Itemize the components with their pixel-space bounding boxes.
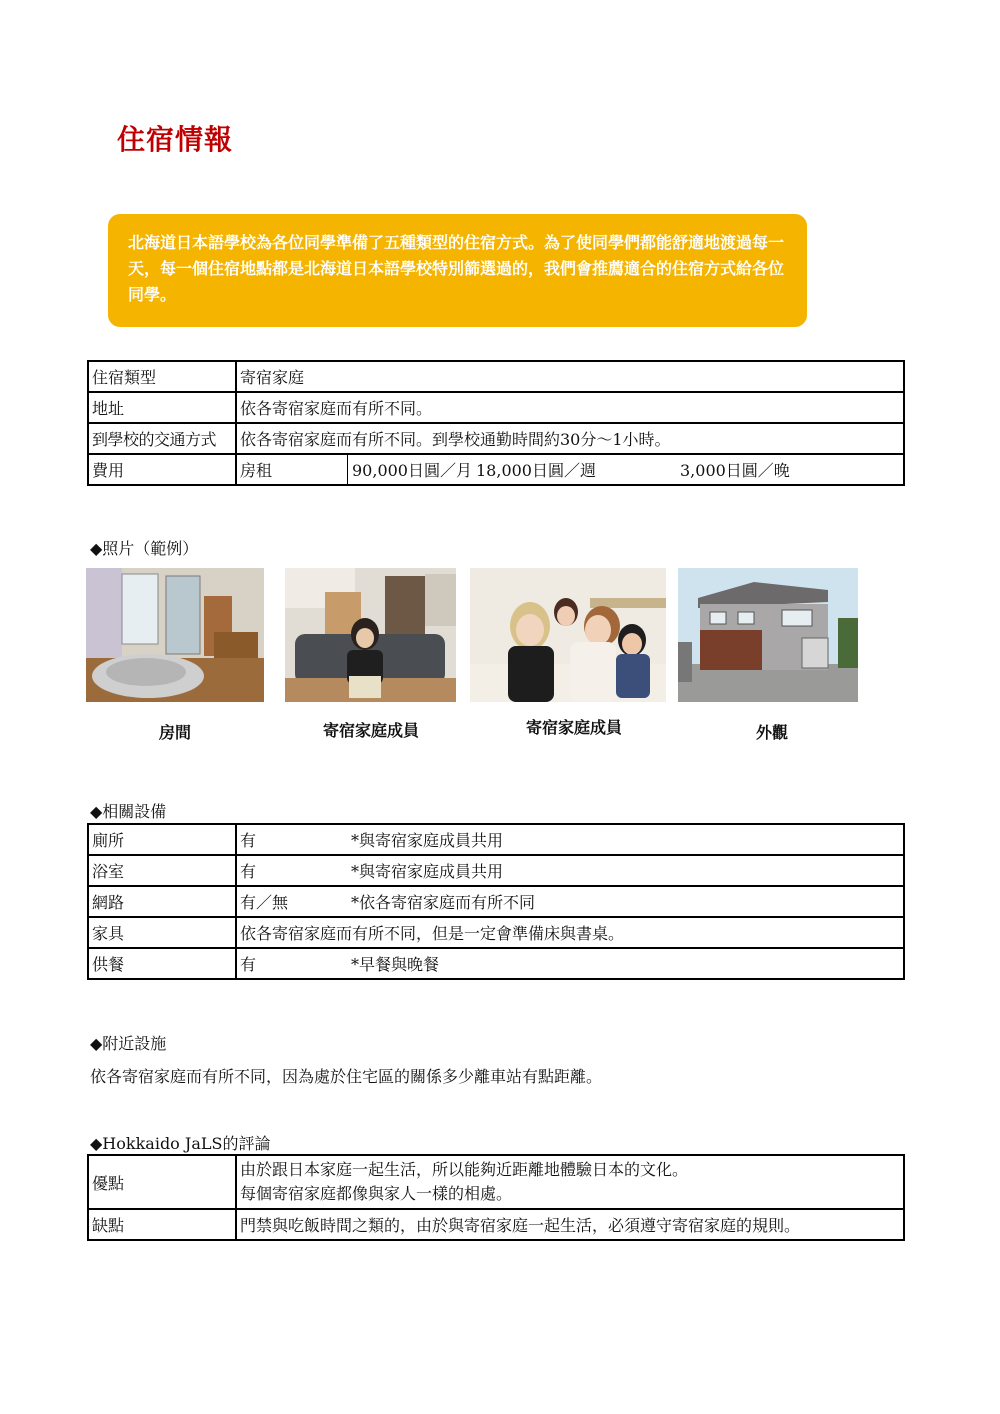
row-value bbox=[236, 824, 904, 855]
table-row bbox=[88, 948, 904, 979]
row-label: 浴室 bbox=[88, 855, 236, 886]
page-title: 住宿情報 bbox=[117, 123, 234, 156]
table-row bbox=[88, 361, 904, 392]
row-label: 費用 bbox=[88, 454, 236, 485]
row-label: 住宿類型 bbox=[88, 361, 236, 392]
facility-note: *與寄宿家庭成員共用 bbox=[351, 862, 504, 881]
facility-note: *與寄宿家庭成員共用 bbox=[351, 831, 504, 850]
table-row bbox=[88, 1209, 904, 1240]
pros-line: 每個寄宿家庭都像與家人一樣的相處。 bbox=[240, 1184, 513, 1203]
nearby-text: 依各寄宿家庭而有所不同，因為處於住宅區的關係多少離車站有點距離。 bbox=[90, 1067, 603, 1086]
photo-caption: 寄宿家庭成員 bbox=[322, 721, 419, 740]
facility-note: *依各寄宿家庭而有所不同 bbox=[351, 893, 536, 912]
table-row bbox=[88, 392, 904, 423]
facility-value: 有 bbox=[240, 955, 257, 974]
row-label: 到學校的交通方式 bbox=[88, 423, 236, 454]
photos-heading: ◆照片（範例） bbox=[90, 539, 199, 558]
review-table bbox=[87, 1154, 905, 1241]
row-value bbox=[236, 886, 904, 917]
review-heading: ◆Hokkaido JaLS的評論 bbox=[90, 1134, 271, 1153]
table-row bbox=[88, 454, 904, 485]
row-value: 依各寄宿家庭而有所不同。到學校通勤時間約30分～1小時。 bbox=[236, 423, 904, 454]
facility-note: *早餐與晚餐 bbox=[351, 955, 440, 974]
row-value bbox=[236, 948, 904, 979]
facility-value: 有／無 bbox=[240, 893, 289, 912]
facilities-table bbox=[87, 823, 905, 980]
fee-monthly: 90,000日圓／月 bbox=[352, 461, 472, 480]
house-exterior-photo-icon bbox=[678, 568, 858, 702]
row-value bbox=[236, 855, 904, 886]
row-value: 門禁與吃飯時間之類的，由於與寄宿家庭一起生活，必須遵守寄宿家庭的規則。 bbox=[236, 1209, 904, 1240]
facilities-heading: ◆相關設備 bbox=[90, 802, 167, 821]
fee-item: 房租 bbox=[237, 455, 348, 484]
photo-caption: 房間 bbox=[158, 723, 191, 742]
table-row bbox=[88, 855, 904, 886]
fee-weekly: 18,000日圓／週 bbox=[476, 461, 596, 480]
table-row bbox=[88, 886, 904, 917]
fee-cell bbox=[236, 454, 904, 485]
row-value: 依各寄宿家庭而有所不同。 bbox=[236, 392, 904, 423]
info-table bbox=[87, 360, 905, 486]
row-label: 缺點 bbox=[88, 1209, 236, 1240]
table-row bbox=[88, 1155, 904, 1209]
fee-nightly: 3,000日圓／晚 bbox=[680, 461, 790, 480]
row-label: 網路 bbox=[88, 886, 236, 917]
nearby-heading: ◆附近設施 bbox=[90, 1034, 167, 1053]
facility-value: 有 bbox=[240, 831, 257, 850]
intro-text: 北海道日本語學校為各位同學準備了五種類型的住宿方式。為了使同學們都能舒適地渡過每一天，每一個住宿地點都是北海道日本語學校特別篩選過的，我們會推薦適合的住宿方式給各位同學。 bbox=[128, 233, 785, 304]
row-label: 家具 bbox=[88, 917, 236, 948]
table-row bbox=[88, 824, 904, 855]
table-row bbox=[88, 917, 904, 948]
row-value: 依各寄宿家庭而有所不同，但是一定會準備床與書桌。 bbox=[236, 917, 904, 948]
row-label: 廁所 bbox=[88, 824, 236, 855]
facility-value: 有 bbox=[240, 862, 257, 881]
row-label: 地址 bbox=[88, 392, 236, 423]
row-label: 優點 bbox=[88, 1155, 236, 1209]
pros-line: 由於跟日本家庭一起生活，所以能夠近距離地體驗日本的文化。 bbox=[240, 1160, 689, 1179]
host-family-photo-icon bbox=[470, 568, 666, 702]
photo-caption: 外觀 bbox=[755, 723, 788, 742]
row-value: 寄宿家庭 bbox=[236, 361, 904, 392]
bedroom-photo-icon bbox=[86, 568, 264, 702]
row-value bbox=[236, 1155, 904, 1209]
intro-box bbox=[108, 214, 807, 327]
photo-caption: 寄宿家庭成員 bbox=[525, 718, 622, 737]
table-row bbox=[88, 423, 904, 454]
host-mother-photo-icon bbox=[285, 568, 456, 702]
row-label: 供餐 bbox=[88, 948, 236, 979]
